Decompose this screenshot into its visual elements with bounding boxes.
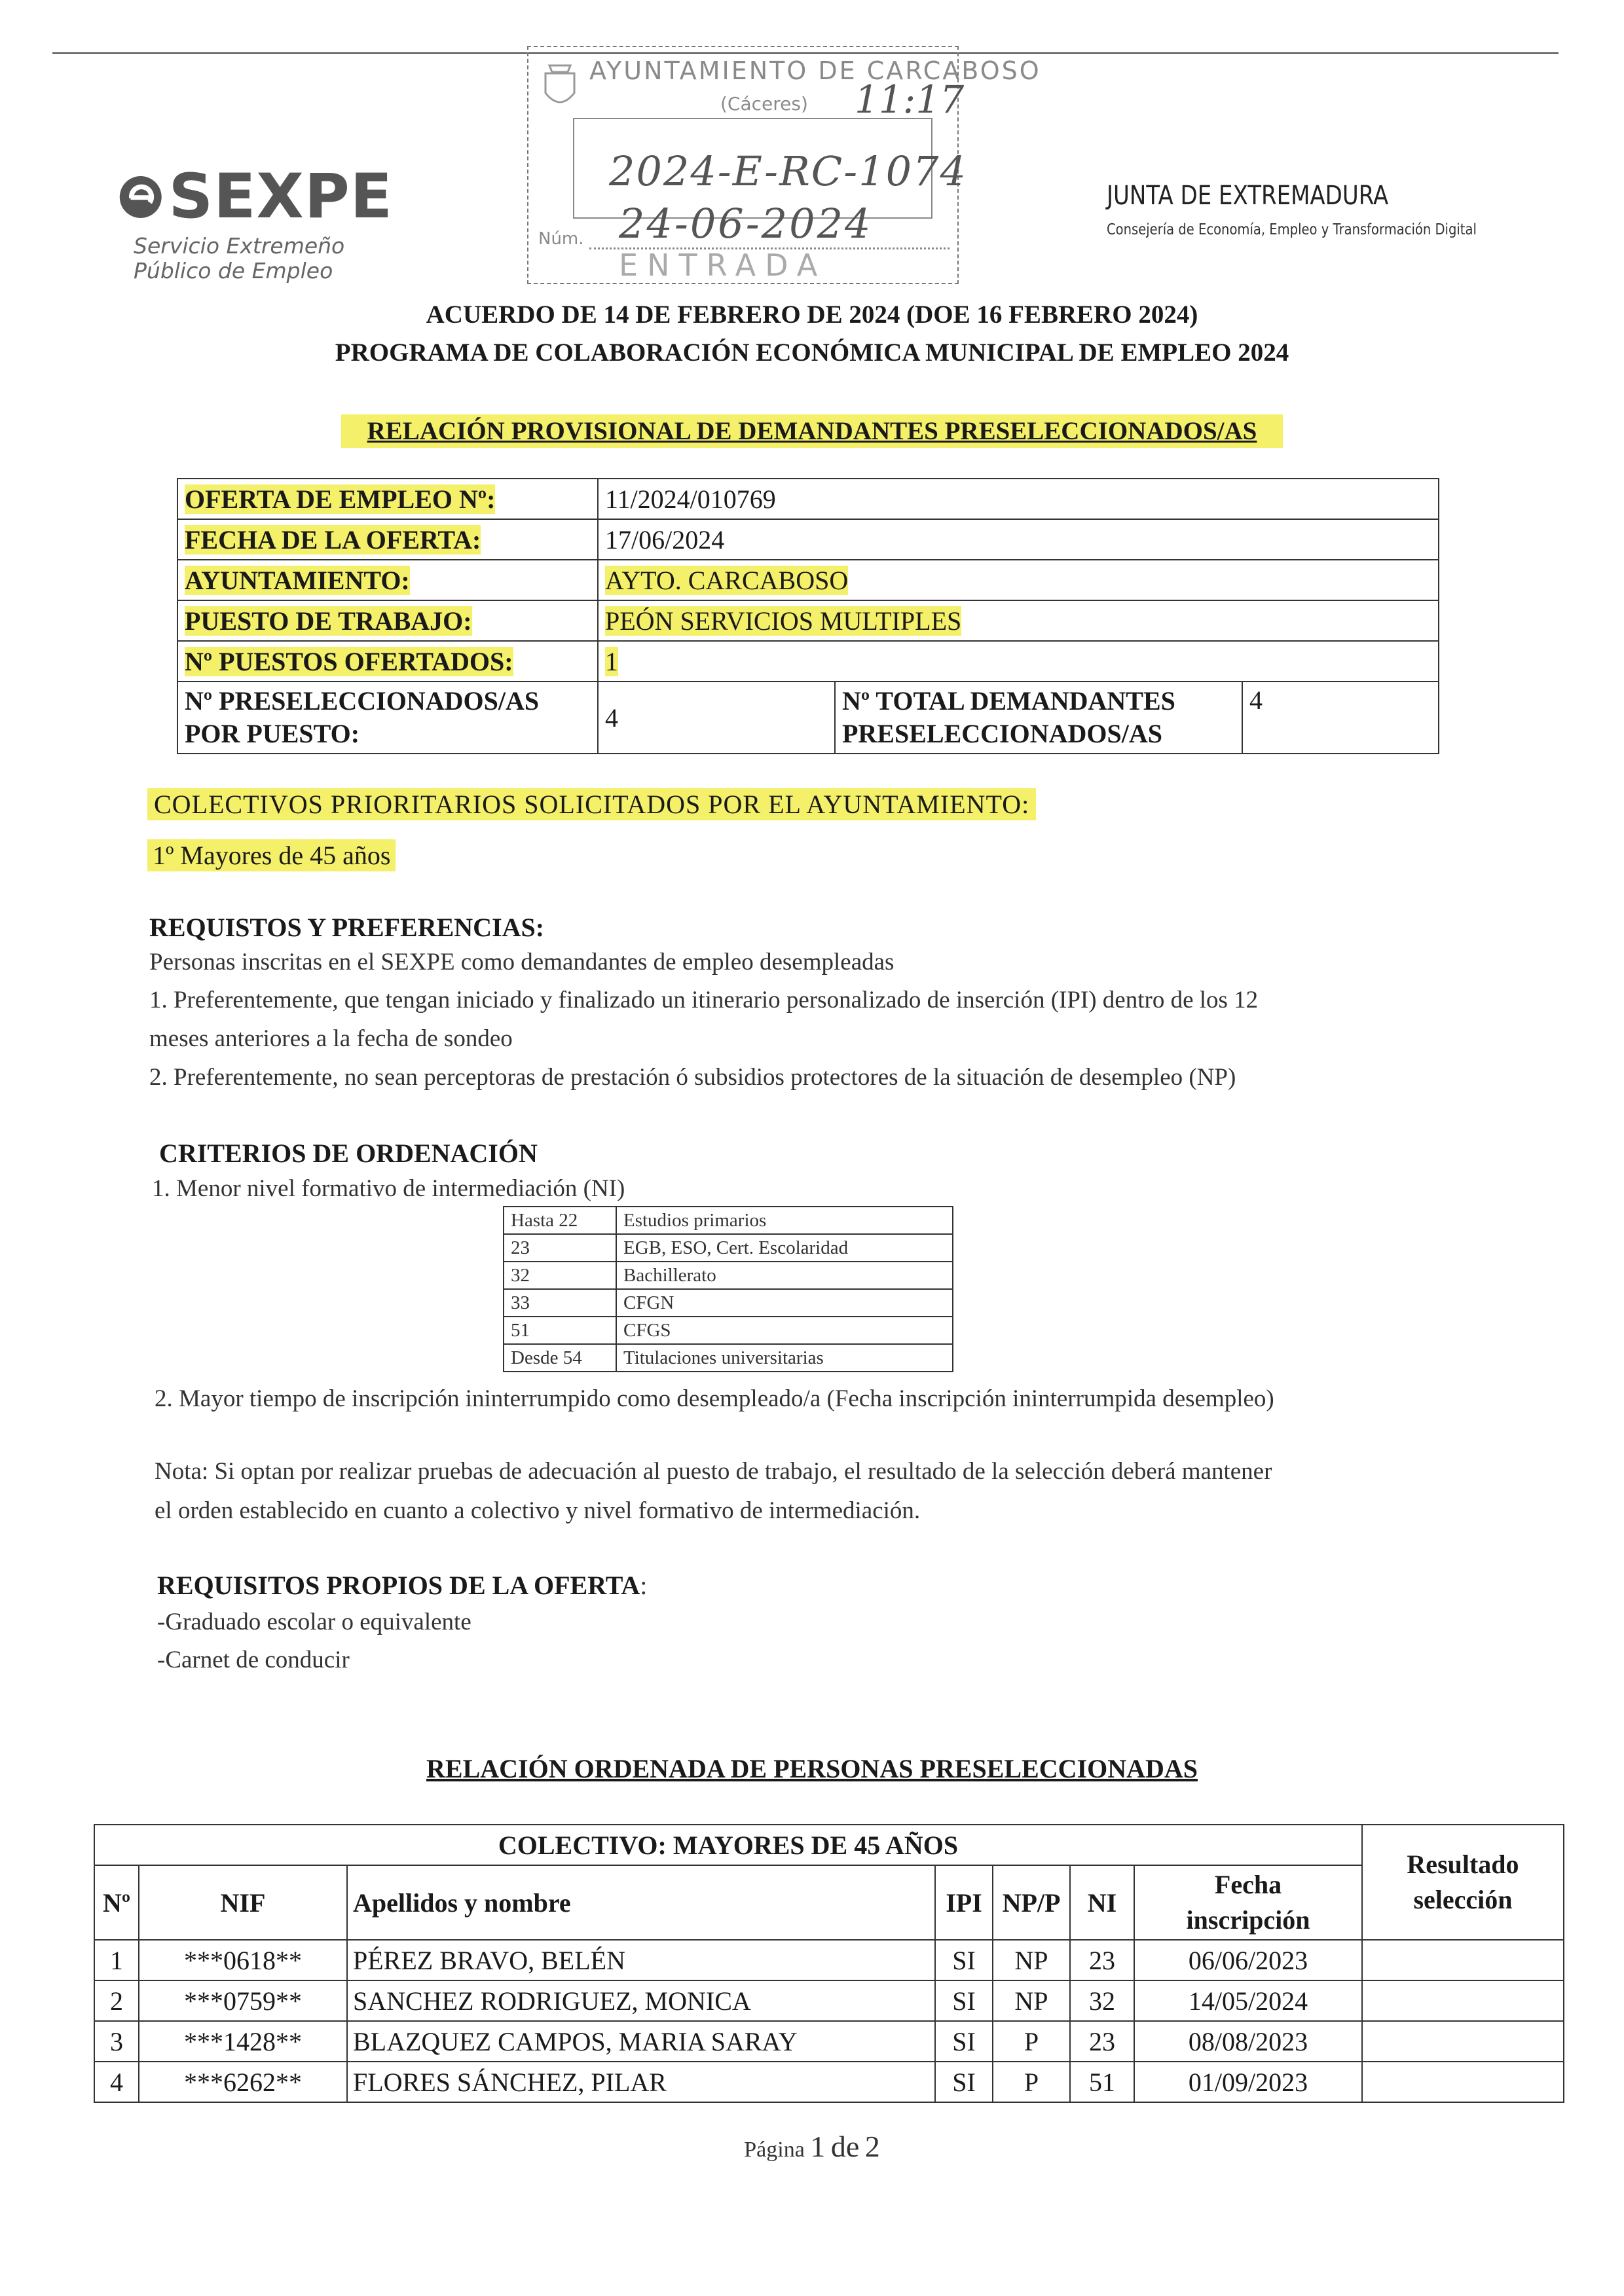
stamp-type: ENTRADA — [619, 247, 827, 283]
criterios-line2: 2. Mayor tiempo de inscripción ininterrumpido como desempleado/a (Fecha inscripción ininterrumpida desempleo) — [155, 1385, 1274, 1412]
cell-ipi: SI — [935, 1940, 993, 1980]
npuestos-label — [177, 641, 598, 682]
colectivos-colon: : — [1022, 790, 1030, 819]
cell-nombre: SANCHEZ RODRIGUEZ, MONICA — [347, 1980, 935, 2021]
cell-nombre: BLAZQUEZ CAMPOS, MARIA SARAY — [347, 2021, 935, 2062]
page-label: Página — [744, 2138, 805, 2162]
preseleccionados-table — [94, 1824, 1564, 2103]
ni-row — [504, 1289, 953, 1317]
resultado-header — [1362, 1825, 1564, 1940]
stamp-time: 11:17 — [855, 77, 965, 122]
ni-code: Hasta 22 — [504, 1207, 616, 1234]
total-label-2: PRESELECCIONADOS/AS — [842, 719, 1163, 748]
oferta-label-text: OFERTA DE EMPLEO Nº: — [185, 484, 496, 514]
cell-resultado — [1362, 2062, 1564, 2102]
sexpe-logo-word: SEXPE — [168, 161, 393, 232]
criterios-line1: 1. Menor nivel formativo de intermediación (NI) — [152, 1175, 625, 1202]
requisitos-oferta-line1: -Graduado escolar o equivalente — [157, 1609, 471, 1635]
puesto-value-text: PEÓN SERVICIOS MULTIPLES — [605, 606, 962, 636]
col-nif: NIF — [139, 1865, 347, 1940]
ni-table — [503, 1206, 953, 1372]
requistos-line0: Personas inscritas en el SEXPE como demandantes de empleo desempleadas — [149, 949, 895, 975]
ni-row — [504, 1344, 953, 1372]
col-fecha-1: Fecha — [1214, 1870, 1282, 1899]
offer-row-npuestos — [177, 641, 1439, 682]
programa-title: PROGRAMA DE COLABORACIÓN ECONÓMICA MUNICIPAL DE EMPLEO 2024 — [335, 338, 1289, 367]
cell-nif: ***6262** — [139, 2062, 347, 2102]
requistos-line1a: 1. Preferentemente, que tengan iniciado y finalizado un itinerario personalizado de inserción (IPI) dentro de los 12 — [149, 987, 1259, 1013]
table-row — [94, 1980, 1564, 2021]
total-label — [835, 682, 1242, 754]
cell-n: 1 — [94, 1940, 139, 1980]
cell-n: 4 — [94, 2062, 139, 2102]
fecha-label — [177, 519, 598, 560]
cell-ipi: SI — [935, 2062, 993, 2102]
ni-desc: CFGS — [616, 1317, 953, 1344]
ni-code: Desde 54 — [504, 1344, 616, 1372]
col-nombre: Apellidos y nombre — [347, 1865, 935, 1940]
cell-ipi: SI — [935, 1980, 993, 2021]
nota-line1: Nota: Si optan por realizar pruebas de adecuación al puesto de trabajo, el resultado de la selección deberá mantener — [155, 1458, 1272, 1485]
oferta-value: 11/2024/010769 — [598, 479, 1439, 519]
cell-nombre: PÉREZ BRAVO, BELÉN — [347, 1940, 935, 1980]
cell-ni: 23 — [1070, 1940, 1134, 1980]
ni-code: 51 — [504, 1317, 616, 1344]
ayto-label-text: AYUNTAMIENTO: — [185, 565, 410, 595]
cell-nombre: FLORES SÁNCHEZ, PILAR — [347, 2062, 935, 2102]
colectivo-header: COLECTIVO: MAYORES DE 45 AÑOS — [94, 1825, 1362, 1865]
ni-desc: Bachillerato — [616, 1262, 953, 1289]
cell-fecha: 06/06/2023 — [1134, 1940, 1362, 1980]
npuestos-label-text: Nº PUESTOS OFERTADOS: — [185, 646, 513, 676]
col-n: Nº — [94, 1865, 139, 1940]
table-row — [94, 2062, 1564, 2102]
cell-fecha: 14/05/2024 — [1134, 1980, 1362, 2021]
puesto-label — [177, 600, 598, 641]
npuestos-value — [598, 641, 1439, 682]
acuerdo-title: ACUERDO DE 14 DE FEBRERO DE 2024 (DOE 16 FEBRERO 2024) — [426, 301, 1198, 329]
presel-label-1: Nº PRESELECCIONADOS/AS — [185, 686, 540, 716]
cell-npp: NP — [993, 1980, 1070, 2021]
stamp-org: AYUNTAMIENTO DE CARCABOSO — [589, 56, 1041, 85]
stamp-place: (Cáceres) — [720, 93, 808, 115]
nota-line2: el orden establecido en cuanto a colectivo y nivel formativo de intermediación. — [155, 1497, 921, 1524]
sexpe-logo-icon — [118, 167, 164, 227]
ayto-value — [598, 560, 1439, 600]
col-ipi: IPI — [935, 1865, 993, 1940]
table-row — [94, 2021, 1564, 2062]
colectivo-row — [94, 1825, 1564, 1865]
cell-ipi: SI — [935, 2021, 993, 2062]
cell-n: 2 — [94, 1980, 139, 2021]
cell-nif: ***0618** — [139, 1940, 347, 1980]
requistos-line1b: meses anteriores a la fecha de sondeo — [149, 1025, 513, 1052]
stamp-num-label: Núm. — [538, 229, 584, 249]
sexpe-logo — [118, 161, 393, 298]
resultado-header-1: Resultado — [1407, 1850, 1519, 1879]
col-npp: NP/P — [993, 1865, 1070, 1940]
ayto-value-text: AYTO. CARCABOSO — [605, 565, 849, 595]
stamp-reg-number: 2024-E-RC-1074 — [609, 147, 967, 195]
fecha-label-text: FECHA DE LA OFERTA: — [185, 524, 481, 555]
cell-resultado — [1362, 2021, 1564, 2062]
presel-label — [177, 682, 598, 754]
ayto-label — [177, 560, 598, 600]
ni-row — [504, 1234, 953, 1262]
colectivos-title — [147, 788, 1036, 820]
ni-row — [504, 1207, 953, 1234]
relacion-ordenada-title: RELACIÓN ORDENADA DE PERSONAS PRESELECCIONADAS — [426, 1754, 1198, 1783]
requisitos-oferta-line2: -Carnet de conducir — [157, 1647, 350, 1673]
page-number — [0, 2129, 1624, 2164]
sexpe-subtitle-2: Público de Empleo — [134, 258, 333, 283]
page-of: de — [830, 2130, 860, 2163]
offer-table — [177, 478, 1439, 754]
npuestos-value-text: 1 — [605, 646, 618, 676]
cell-fecha: 01/09/2023 — [1134, 2062, 1362, 2102]
ni-code: 23 — [504, 1234, 616, 1262]
resultado-header-2: selección — [1413, 1885, 1513, 1914]
colectivo-item-1 — [147, 840, 396, 871]
offer-row-puesto — [177, 600, 1439, 641]
cell-ni: 32 — [1070, 1980, 1134, 2021]
puesto-value — [598, 600, 1439, 641]
requistos-line2: 2. Preferentemente, no sean perceptoras de prestación ó subsidios protectores de la situación de desempleo (NP) — [149, 1064, 1236, 1091]
requisitos-oferta-colon: : — [640, 1571, 648, 1600]
table-header-row — [94, 1865, 1564, 1940]
oferta-label — [177, 479, 598, 519]
ni-code: 32 — [504, 1262, 616, 1289]
relacion-provisional-text: RELACIÓN PROVISIONAL DE DEMANDANTES PRESELECCIONADOS/AS — [341, 414, 1283, 448]
offer-row-ayto — [177, 560, 1439, 600]
colectivos-heading — [147, 789, 1036, 820]
sexpe-subtitle-1: Servicio Extremeño — [134, 233, 345, 259]
requistos-title: REQUISTOS Y PREFERENCIAS: — [149, 913, 545, 942]
page-current: 1 — [810, 2130, 826, 2163]
cell-n: 3 — [94, 2021, 139, 2062]
coat-of-arms-icon — [540, 60, 580, 113]
ni-row — [504, 1262, 953, 1289]
fecha-value: 17/06/2024 — [598, 519, 1439, 560]
cell-fecha: 08/08/2023 — [1134, 2021, 1362, 2062]
requisitos-oferta-title: REQUISITOS PROPIOS DE LA OFERTA — [157, 1571, 640, 1600]
ni-desc: Titulaciones universitarias — [616, 1344, 953, 1372]
relacion-provisional-title — [0, 416, 1624, 446]
offer-row-oferta — [177, 479, 1439, 519]
junta-title: JUNTA DE EXTREMADURA — [1107, 181, 1389, 211]
junta-subtitle: Consejería de Economía, Empleo y Transformación Digital — [1107, 221, 1477, 238]
ni-desc: EGB, ESO, Cert. Escolaridad — [616, 1234, 953, 1262]
requisitos-oferta-heading — [157, 1570, 647, 1601]
stamp-date: 24-06-2024 — [619, 200, 873, 247]
ni-row — [504, 1317, 953, 1344]
presel-label-2: POR PUESTO: — [185, 719, 360, 748]
cell-ni: 51 — [1070, 2062, 1134, 2102]
criterios-title: CRITERIOS DE ORDENACIÓN — [159, 1139, 538, 1168]
offer-row-fecha — [177, 519, 1439, 560]
total-value: 4 — [1242, 682, 1439, 754]
col-fecha — [1134, 1865, 1362, 1940]
cell-nif: ***1428** — [139, 2021, 347, 2062]
colectivo-item-1-text: 1º Mayores de 45 años — [147, 839, 396, 871]
col-fecha-2: inscripción — [1186, 1905, 1310, 1935]
colectivos-title-text: COLECTIVOS PRIORITARIOS SOLICITADOS POR EL AYUNTAMIENTO — [154, 790, 1022, 819]
ni-desc: Estudios primarios — [616, 1207, 953, 1234]
ni-code: 33 — [504, 1289, 616, 1317]
cell-ni: 23 — [1070, 2021, 1134, 2062]
table-row — [94, 1940, 1564, 1980]
offer-row-presel — [177, 682, 1439, 754]
cell-npp: P — [993, 2062, 1070, 2102]
ni-desc: CFGN — [616, 1289, 953, 1317]
cell-resultado — [1362, 1940, 1564, 1980]
cell-npp: NP — [993, 1940, 1070, 1980]
presel-value: 4 — [598, 682, 835, 754]
puesto-label-text: PUESTO DE TRABAJO: — [185, 606, 472, 636]
page-total: 2 — [864, 2130, 880, 2163]
cell-nif: ***0759** — [139, 1980, 347, 2021]
col-ni: NI — [1070, 1865, 1134, 1940]
cell-npp: P — [993, 2021, 1070, 2062]
total-label-1: Nº TOTAL DEMANDANTES — [842, 686, 1175, 716]
cell-resultado — [1362, 1980, 1564, 2021]
